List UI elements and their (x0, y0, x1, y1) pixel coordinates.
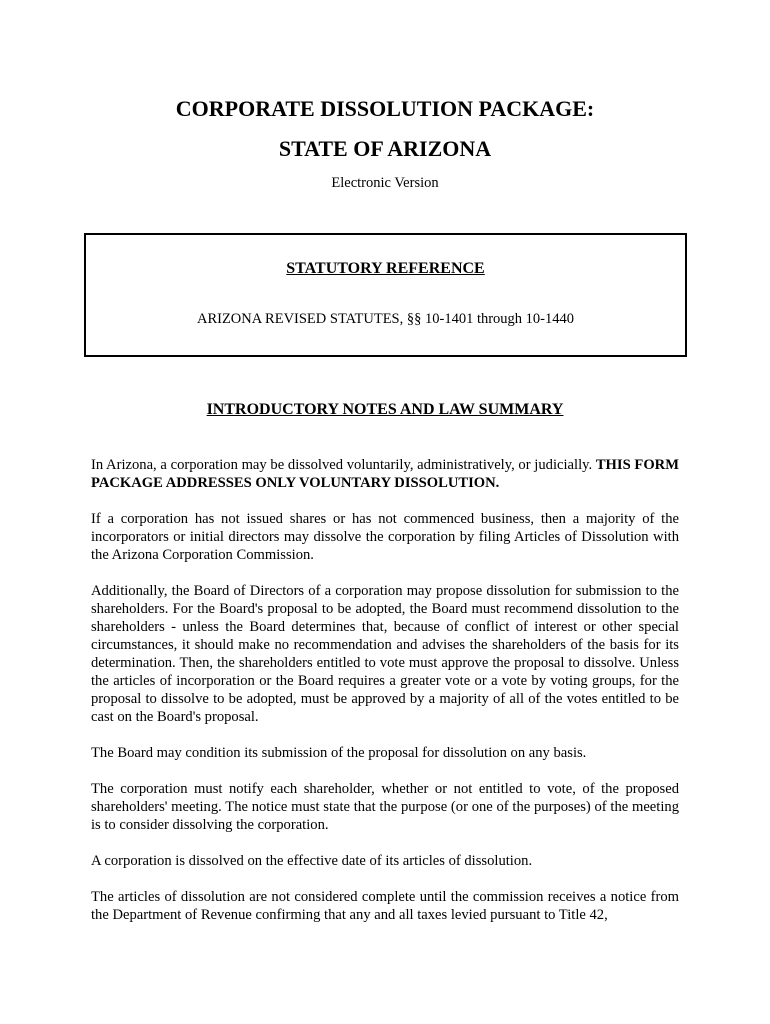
intro-heading: INTRODUCTORY NOTES AND LAW SUMMARY (206, 401, 564, 418)
document-state-title: STATE OF ARIZONA (278, 136, 492, 161)
paragraph-1-bold-text: THIS FORM PACKAGE ADDRESSES ONLY VOLUNTARY DISSOLUTION. (91, 457, 679, 491)
statutory-reference-box (84, 233, 687, 357)
paragraph-3: Additionally, the Board of Directors of a corporation may propose dissolution for submission to the shareholders. For the Board's proposal to be adopted, the Board must recommend dissolution to the shareholders - unless the Board determines that, because of conflict of interest or other special circumstances, it should make no recommendation and advises the shareholders of the basis for its determination. Then, the shareholders entitled to vote must approve the proposal to dissolve. Unless the articles of incorporation or the Board requires a greater vote or a vote by voting groups, for the proposal to dissolve to be adopted, must be approved by a majority of all of the votes entitled to be cast on the Board's proposal. (91, 583, 679, 725)
paragraph-4: The Board may condition its submission of the proposal for dissolution on any basis. (91, 745, 587, 761)
document-subtitle: Electronic Version (331, 175, 439, 191)
paragraph-2: If a corporation has not issued shares or has not commenced business, then a majority of the incorporators or initial directors may dissolve the corporation by filing Articles of Dissolution with the Arizona Corporation Commission. (91, 511, 679, 563)
paragraph-1 (91, 456, 679, 492)
paragraph-7: The articles of dissolution are not considered complete until the commission receives a notice from the Department of Revenue confirming that any and all taxes levied pursuant to Title 42, (91, 889, 679, 923)
paragraph-5: The corporation must notify each shareholder, whether or not entitled to vote, of the proposed shareholders' meeting. The notice must state that the purpose (or one of the purposes) of the meeting is to consider dissolving the corporation. (91, 781, 679, 833)
statutory-reference-text: ARIZONA REVISED STATUTES, §§ 10-1401 through 10-1440 (196, 311, 575, 327)
paragraph-1-text: In Arizona, a corporation may be dissolved voluntarily, administratively, or judicially. (91, 457, 596, 473)
intro-body (91, 456, 679, 924)
statutory-reference-heading: STATUTORY REFERENCE (286, 260, 485, 277)
document-title: CORPORATE DISSOLUTION PACKAGE: (175, 96, 595, 121)
paragraph-6: A corporation is dissolved on the effective date of its articles of dissolution. (91, 853, 533, 869)
